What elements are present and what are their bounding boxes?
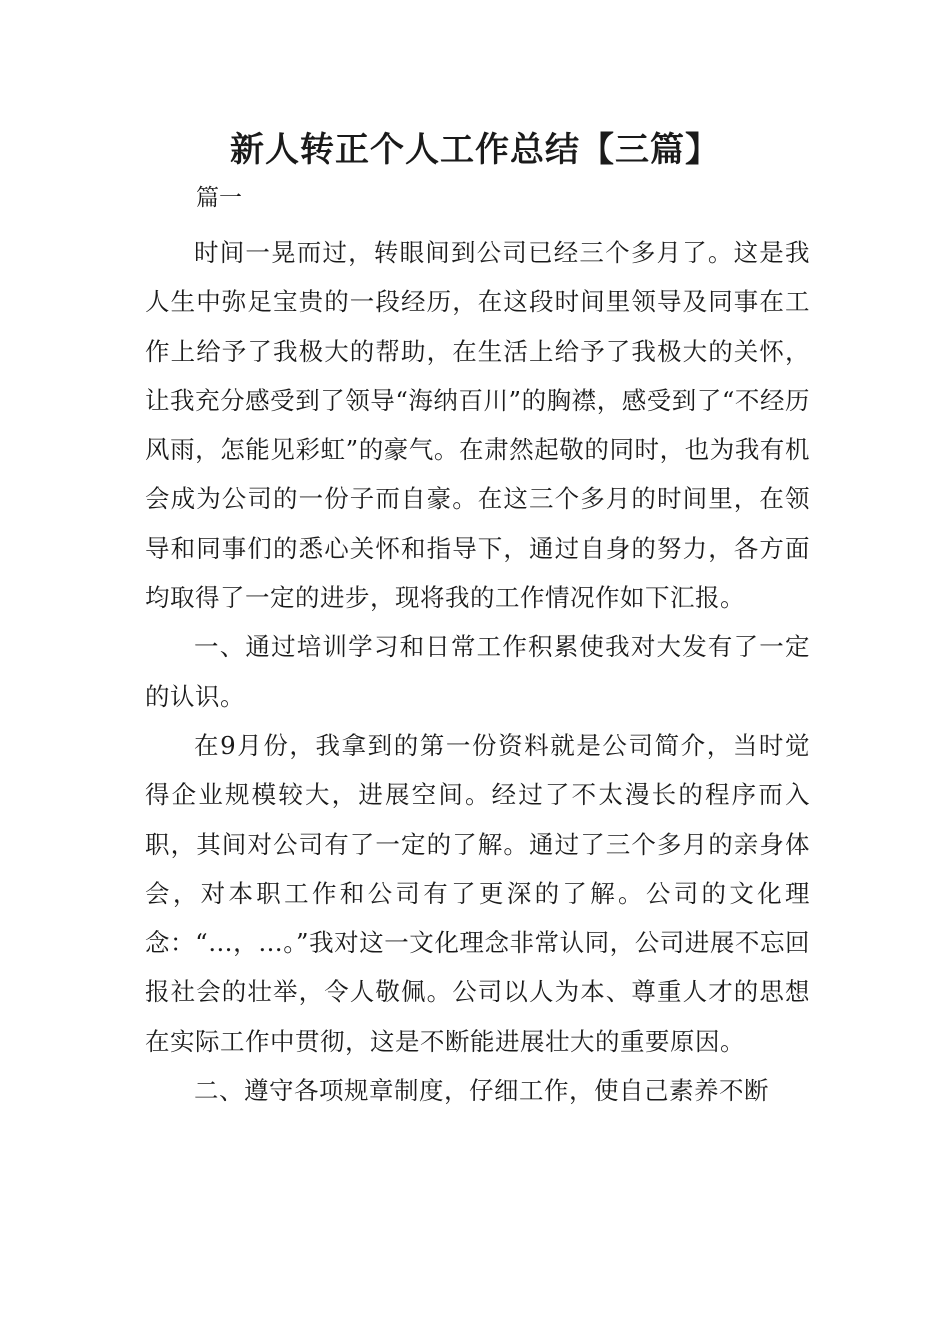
section-label: 篇一 <box>196 185 242 211</box>
document-title: 新人转正个人工作总结【三篇】 <box>230 130 720 170</box>
document-body <box>145 228 810 1115</box>
paragraph-intro: 时间一晃而过，转眼间到公司已经三个多月了。这是我人生中弥足宝贵的一段经历，在这段时间里领导及同事在工作上给予了我极大的帮助，在生活上给予了我极大的关怀，让我充分感受到了领导“海纳百川”的胸襟，感受到了“不经历风雨，怎能见彩虹”的豪气。在肃然起敬的同时，也为我有机会成为公司的一份子而自豪。在这三个多月的时间里，在领导和同事们的悉心关怀和指导下，通过自身的努力，各方面均取得了一定的进步，现将我的工作情况作如下汇报。 <box>145 238 810 613</box>
paragraph-heading-one: 一、通过培训学习和日常工作积累使我对大发有了一定的认识。 <box>145 632 810 711</box>
paragraph-heading-two: 二、遵守各项规章制度，仔细工作，使自己素养不断 <box>194 1076 769 1106</box>
paragraph-company-intro: 在9月份，我拿到的第一份资料就是公司简介，当时觉得企业规模较大，进展空间。经过了不太漫长的程序而入职，其间对公司有了一定的了解。通过了三个多月的亲身体会，对本职工作和公司有了更深的了解。公司的文化理念：“…，…。”我对这一文化理念非常认同，公司进展不忘回报社会的壮举，令人敬佩。公司以人为本、尊重人才的思想在实际工作中贯彻，这是不断能进展壮大的重要原因。 <box>145 730 810 1056</box>
